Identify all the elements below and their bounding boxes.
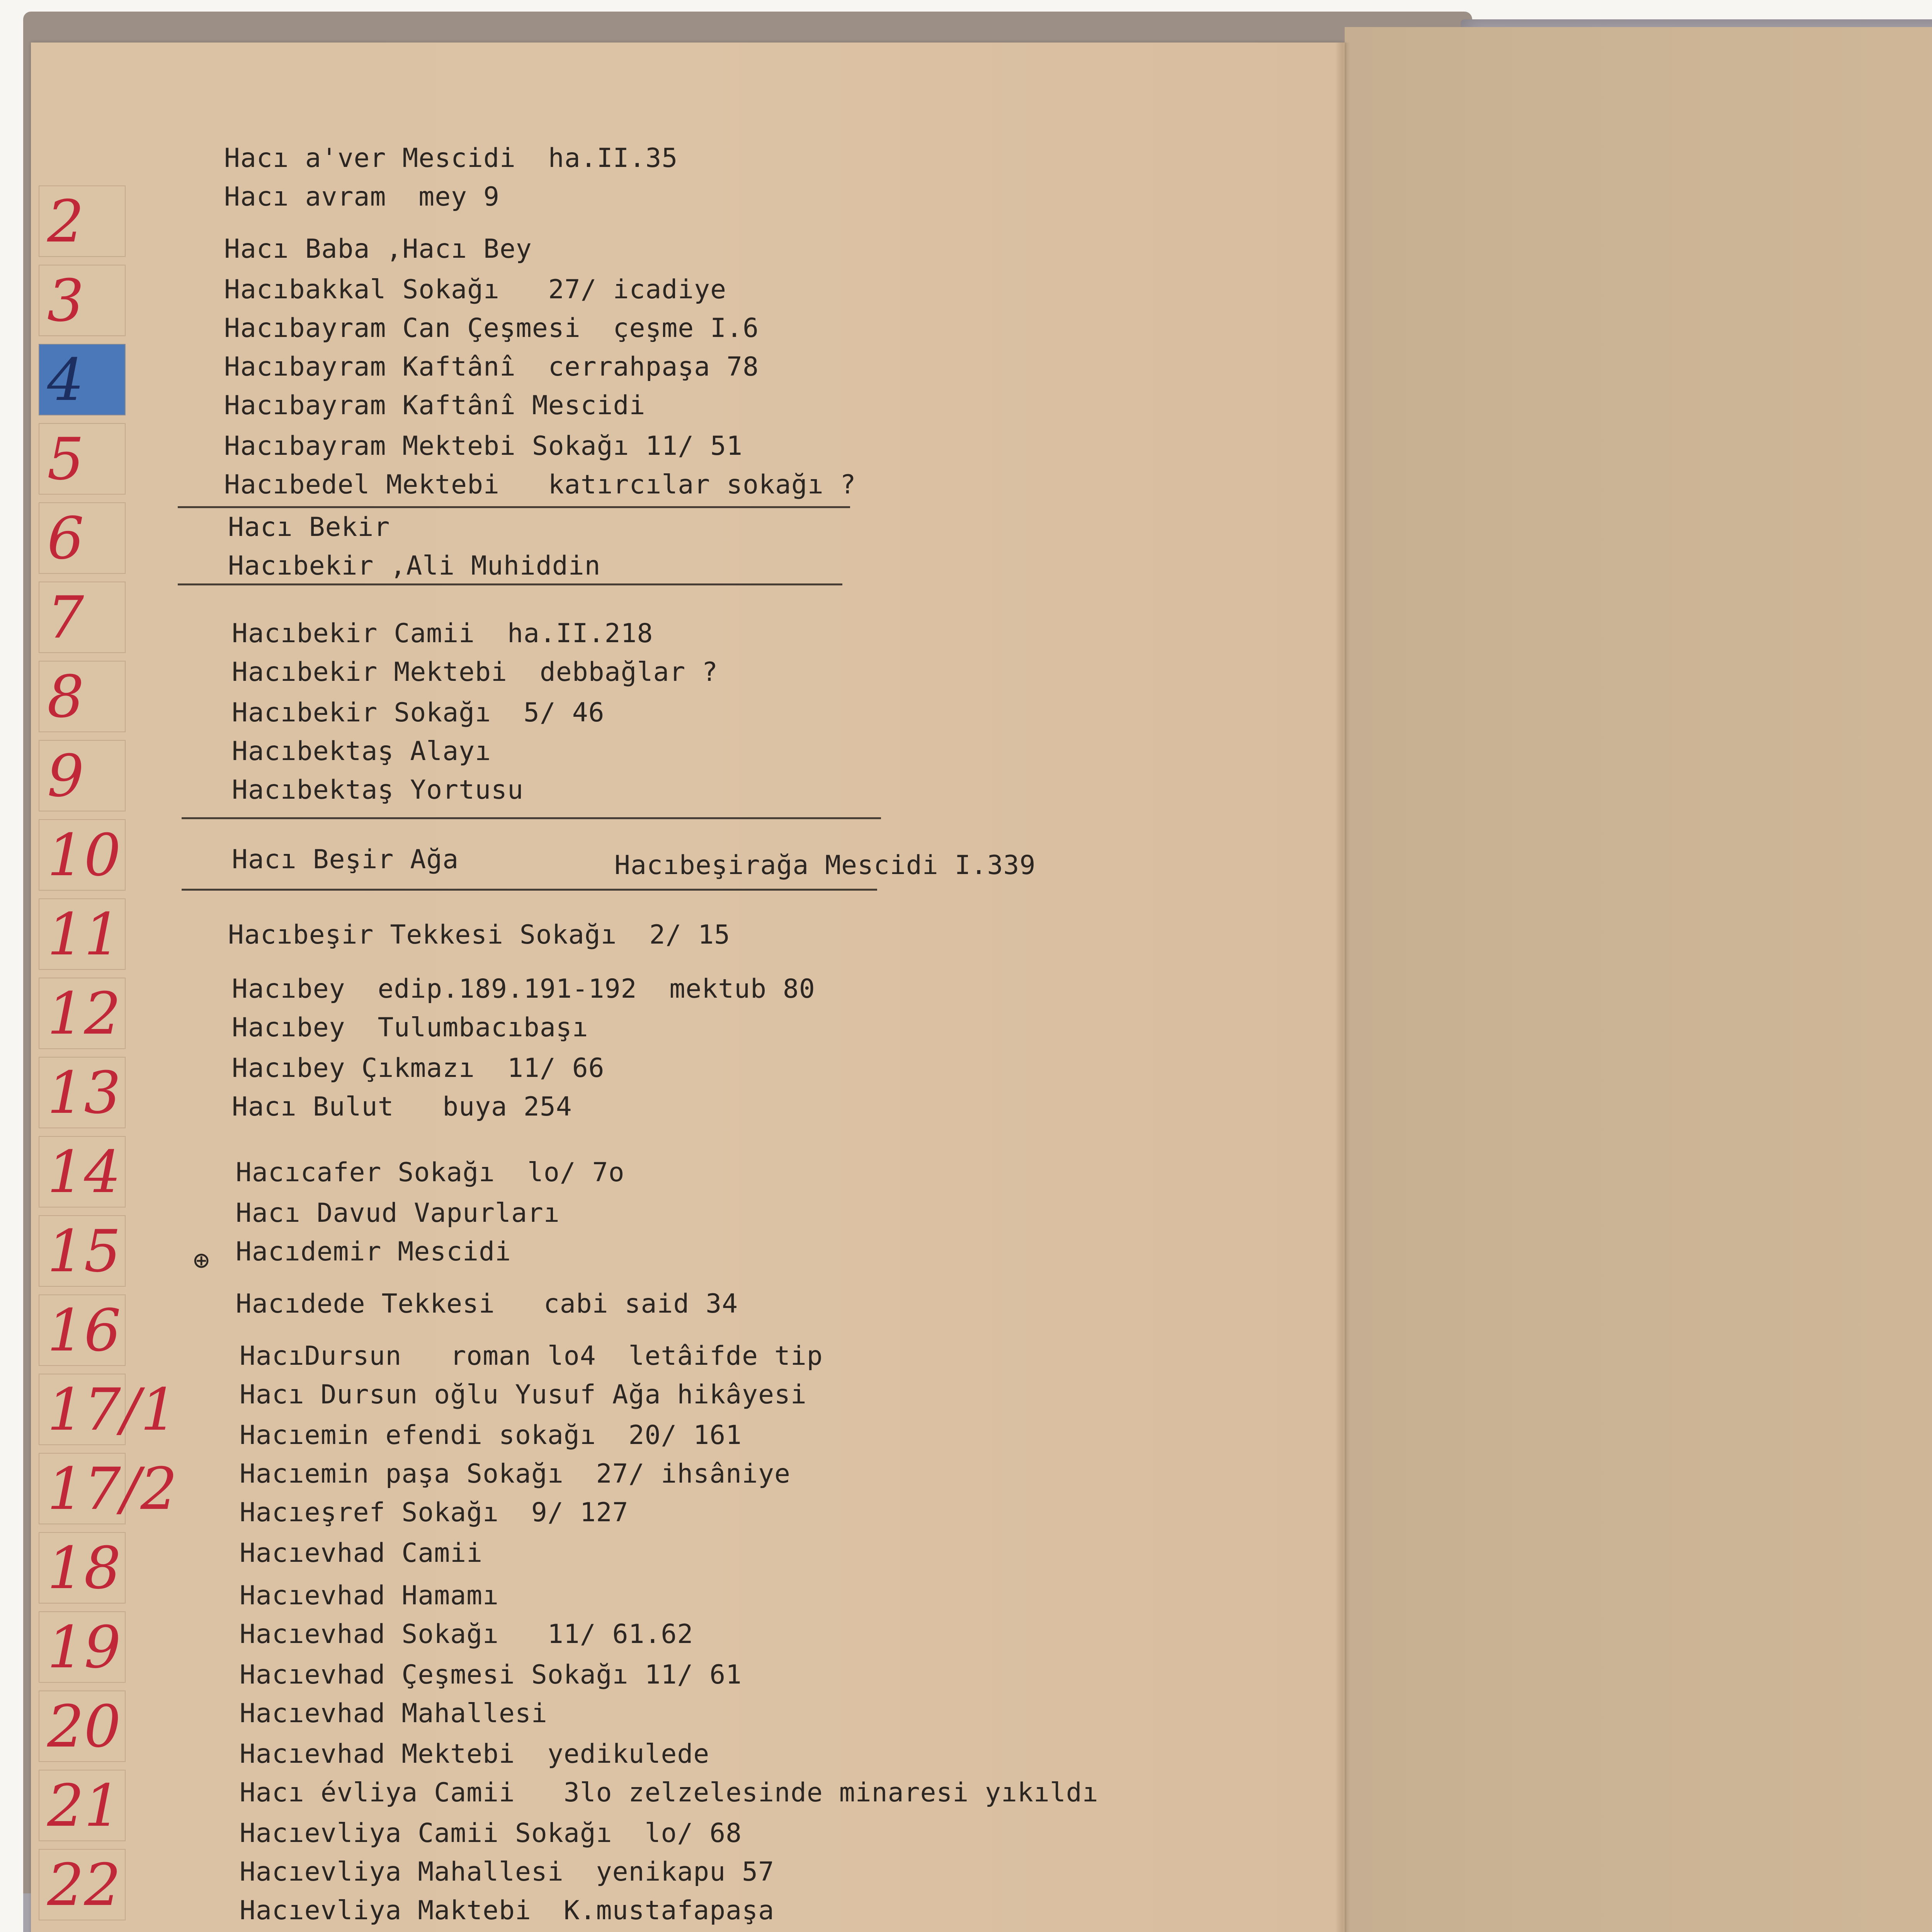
entry: Hacıevhad Çeşmesi Sokağı 11/ 61 [240, 1660, 742, 1690]
entry: Hacıbeşir Tekkesi Sokağı 2/ 15 [228, 920, 731, 950]
entry: Hacıevhad Hamamı [240, 1580, 499, 1611]
entry: Hacıevliya Mahallesi yenikapu 57 [240, 1857, 775, 1887]
index-tab[interactable]: 20 [39, 1690, 126, 1762]
entry: Hacıbayram Can Çeşmesi çeşme I.6 [224, 313, 759, 344]
entry: Hacıemin paşa Sokağı 27/ ihsâniye [240, 1459, 791, 1489]
index-tab[interactable]: 21 [39, 1770, 126, 1841]
entry: Hacıbey Tulumbacıbaşı [232, 1012, 588, 1043]
index-tab[interactable]: 15 [39, 1215, 126, 1287]
entry: Hacıemin efendi sokağı 20/ 161 [240, 1420, 742, 1451]
entry: Hacıevliya Camii Sokağı lo/ 68 [240, 1818, 742, 1849]
entry: Hacıbayram Mektebi Sokağı 11/ 51 [224, 431, 743, 461]
entry: Hacı avram mey 9 [224, 182, 500, 212]
index-tab[interactable]: 14 [39, 1136, 126, 1208]
entry: Hacıbedel Mektebi katırcılar sokağı ? [224, 469, 856, 500]
entry: Hacı Dursun oğlu Yusuf Ağa hikâyesi [240, 1379, 807, 1410]
entry: Hacıbakkal Sokağı 27/ icadiye [224, 274, 727, 305]
page-gutter [1335, 43, 1350, 1932]
entry: Hacıbekir ,Ali Muhiddin [228, 551, 601, 581]
entry: Hacıevliya Maktebi K.mustafapaşa [240, 1895, 775, 1926]
divider-line [182, 817, 881, 819]
entry: Hacıbey edip.189.191-192 mektub 80 [232, 974, 815, 1004]
index-tab[interactable]: 17/2 [39, 1453, 126, 1524]
index-tab[interactable]: 8 [39, 661, 126, 732]
entry: Hacı évliya Camii 3lo zelzelesinde minaresi yıkıldı [240, 1777, 1099, 1808]
entry: Hacı Beşir Ağa [232, 844, 459, 875]
index-tab[interactable]: 22 [39, 1849, 126, 1920]
entry: Hacıeşref Sokağı 9/ 127 [240, 1497, 629, 1528]
index-tab[interactable]: 18 [39, 1532, 126, 1604]
entry: Hacı Davud Vapurları [236, 1198, 560, 1228]
divider-line [178, 506, 850, 508]
entry: Hacıevhad Sokağı 11/ 61.62 [240, 1619, 694, 1650]
entry: HacıDursun roman lo4 letâifde tip [240, 1341, 823, 1371]
index-tab-active[interactable]: 4 [39, 344, 126, 415]
index-tab[interactable]: 9 [39, 740, 126, 811]
bullet-marker: ⊕ [193, 1244, 210, 1276]
index-tab[interactable]: 12 [39, 978, 126, 1049]
entry: Hacı Bekir [228, 512, 390, 543]
entry: Hacıdede Tekkesi cabi said 34 [236, 1289, 738, 1319]
entry: Hacıevhad Mektebi yedikulede [240, 1739, 710, 1769]
index-tab[interactable]: 17/1 [39, 1374, 126, 1445]
entry: Hacıcafer Sokağı lo/ 7o [236, 1157, 625, 1188]
entry: Hacıbekir Mektebi debbağlar ? [232, 657, 718, 687]
entry: Hacıbeşirağa Mescidi I.339 [614, 850, 1036, 881]
right-page [1345, 27, 1932, 1932]
entry: Hacı a'ver Mescidi ha.II.35 [224, 143, 678, 173]
index-tab[interactable]: 16 [39, 1294, 126, 1366]
entry: Hacıbekir Camii ha.II.218 [232, 618, 653, 649]
index-tab[interactable]: 19 [39, 1611, 126, 1683]
index-tab[interactable]: 6 [39, 502, 126, 574]
index-tab[interactable]: 5 [39, 423, 126, 495]
entry: Hacıbekir Sokağı 5/ 46 [232, 697, 605, 728]
divider-line [178, 583, 842, 585]
entry: Hacıdemir Mescidi [236, 1236, 511, 1267]
entry: Hacıevhad Mahallesi [240, 1698, 548, 1729]
entry: Hacıbey Çıkmazı 11/ 66 [232, 1053, 605, 1083]
index-tab[interactable]: 2 [39, 185, 126, 257]
index-tab[interactable]: 10 [39, 819, 126, 891]
entry: Hacıbayram Kaftânî cerrahpaşa 78 [224, 352, 759, 382]
index-tab[interactable]: 3 [39, 265, 126, 336]
index-tab[interactable]: 11 [39, 898, 126, 970]
entry: Hacı Bulut buya 254 [232, 1092, 572, 1122]
index-tab[interactable]: 13 [39, 1057, 126, 1128]
entry: Hacı Baba ,Hacı Bey [224, 234, 532, 264]
entry: Hacıbektaş Alayı [232, 736, 492, 767]
divider-line [182, 889, 877, 891]
entry: Hacıbektaş Yortusu [232, 775, 524, 805]
index-tab[interactable]: 7 [39, 582, 126, 653]
entry: Hacıevhad Camii [240, 1538, 483, 1568]
entry: Hacıbayram Kaftânî Mescidi [224, 390, 646, 421]
